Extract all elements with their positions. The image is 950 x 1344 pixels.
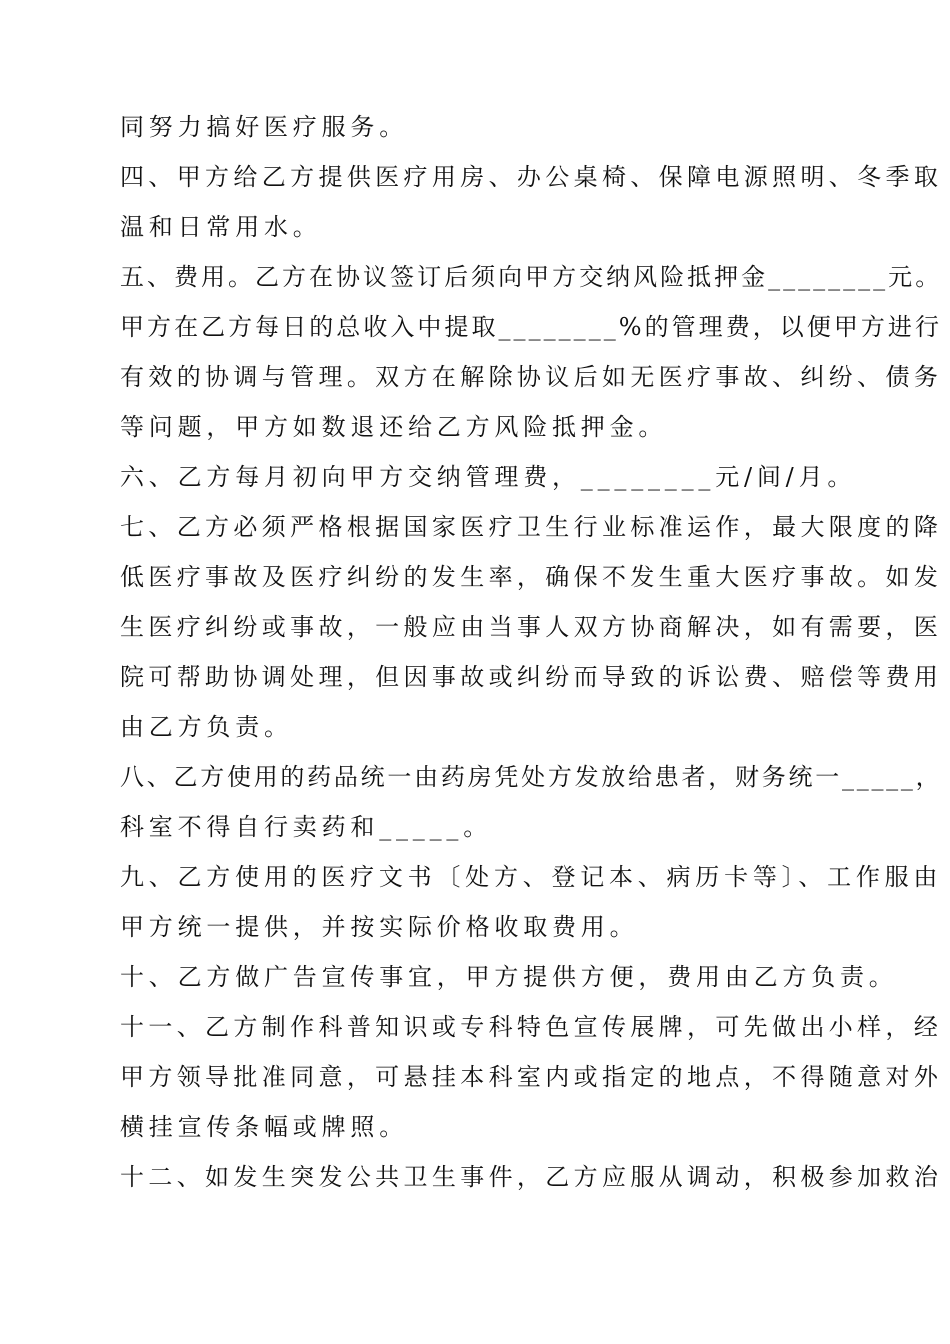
text-line: 九、乙方使用的医疗文书〔处方、登记本、病历卡等〕、工作服由 — [120, 863, 943, 891]
text-line: 甲方在乙方每日的总收入中提取________%的管理费，以便甲方进行 — [120, 313, 943, 341]
text-line: 同努力搞好医疗服务。 — [120, 113, 408, 141]
text-line: 五、费用。乙方在协议签订后须向甲方交纳风险抵押金________元。 — [120, 263, 943, 291]
text-line: 横挂宣传条幅或牌照。 — [120, 1113, 408, 1141]
text-line: 八、乙方使用的药品统一由药房凭处方发放给患者，财务统一_____， — [120, 763, 943, 791]
text-line: 十、乙方做广告宣传事宜，甲方提供方便，费用由乙方负责。 — [120, 963, 898, 991]
text-line: 七、乙方必须严格根据国家医疗卫生行业标准运作，最大限度的降 — [120, 513, 943, 541]
text-line: 六、乙方每月初向甲方交纳管理费，________元/间/月。 — [120, 463, 857, 491]
text-line: 十二、如发生突发公共卫生事件，乙方应服从调动，积极参加救治 — [120, 1163, 943, 1191]
text-line: 温和日常用水。 — [120, 213, 322, 241]
text-line: 科室不得自行卖药和_____。 — [120, 813, 492, 841]
text-line: 十一、乙方制作科普知识或专科特色宣传展牌，可先做出小样，经 — [120, 1013, 943, 1041]
text-line: 由乙方负责。 — [120, 713, 293, 741]
text-line: 甲方领导批准同意，可悬挂本科室内或指定的地点，不得随意对外 — [120, 1063, 943, 1091]
text-line: 甲方统一提供，并按实际价格收取费用。 — [120, 913, 639, 941]
text-line: 低医疗事故及医疗纠纷的发生率，确保不发生重大医疗事故。如发 — [120, 563, 943, 591]
text-line: 院可帮助协调处理，但因事故或纠纷而导致的诉讼费、赔偿等费用 — [120, 663, 943, 691]
text-line: 等问题，甲方如数退还给乙方风险抵押金。 — [120, 413, 668, 441]
text-line: 有效的协调与管理。双方在解除协议后如无医疗事故、纠纷、债务 — [120, 363, 943, 391]
text-line: 生医疗纠纷或事故，一般应由当事人双方协商解决，如有需要，医 — [120, 613, 943, 641]
text-line: 四、甲方给乙方提供医疗用房、办公桌椅、保障电源照明、冬季取 — [120, 163, 943, 191]
